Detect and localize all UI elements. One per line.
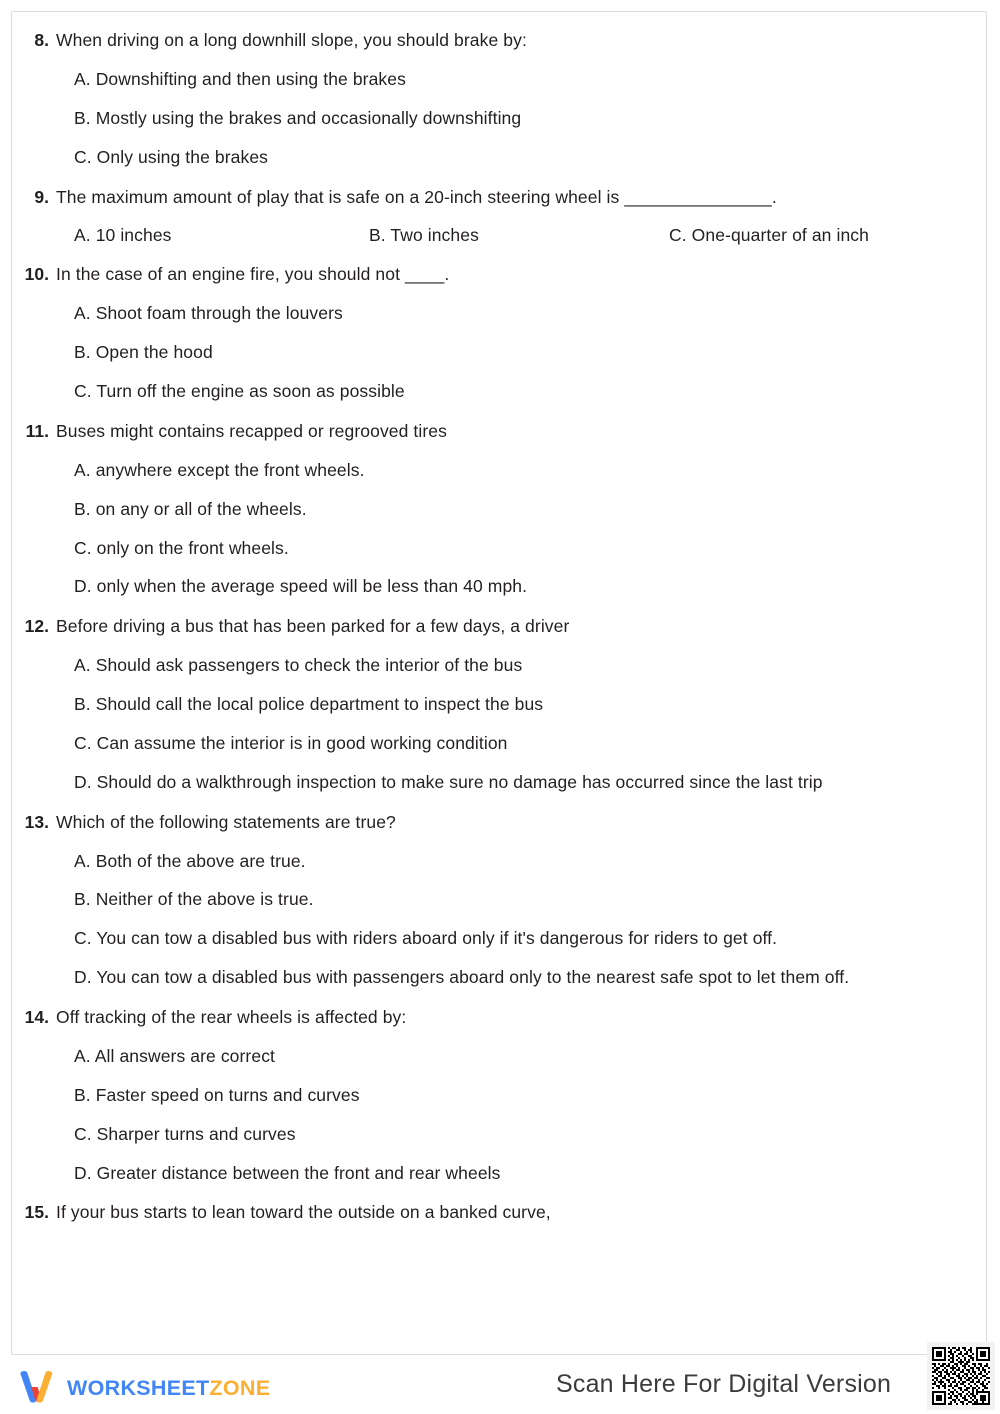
option-item[interactable]: C. Only using the brakes [74, 146, 269, 167]
worksheet-zone-w-logo [16, 1368, 58, 1408]
question-text: Off tracking of the rear wheels is affected by: [56, 1007, 407, 1027]
logo-text-secondary: ZONE [209, 1375, 271, 1400]
worksheet-zone-logo[interactable] [16, 1368, 270, 1408]
scan-here-label: Scan Here For Digital Version [556, 1370, 892, 1398]
logo-text-primary: WORKSHEET [67, 1375, 210, 1400]
option-item[interactable]: A. Should ask passengers to check the interior of the bus [74, 655, 523, 676]
question-block-13 [12, 812, 988, 989]
question-heading [12, 187, 988, 209]
question-heading [12, 1007, 988, 1029]
option-item[interactable]: D. Should do a walkthrough inspection to make sure no damage has occurred since the last trip [74, 771, 823, 792]
option-item[interactable]: B. Mostly using the brakes and occasionally downshifting [74, 107, 522, 128]
question-block-15 [12, 1202, 988, 1224]
question-block-9 [12, 187, 988, 247]
question-heading [12, 264, 988, 286]
question-text: In the case of an engine fire, you should not ____. [56, 264, 450, 285]
option-item[interactable]: C. Can assume the interior is in good working condition [74, 732, 508, 753]
question-number: 15. [24, 1202, 49, 1223]
question-number: 10. [24, 264, 49, 285]
question-text: Which of the following statements are true? [56, 811, 396, 832]
option-item[interactable]: C. One-quarter of an inch [669, 225, 869, 246]
question-number: 9. [34, 186, 49, 207]
option-item[interactable]: C. Sharper turns and curves [74, 1123, 296, 1144]
question-text: Buses might contains recapped or regrooved tires [56, 420, 447, 441]
option-item[interactable]: B. Two inches [369, 225, 479, 246]
questions-container [12, 12, 988, 1242]
qr-code[interactable] [927, 1342, 995, 1410]
option-item[interactable]: C. Turn off the engine as soon as possible [74, 381, 405, 401]
question-number: 13. [24, 811, 49, 832]
option-item[interactable]: A. anywhere except the front wheels. [74, 459, 365, 480]
option-item[interactable]: A. Shoot foam through the louvers [74, 303, 343, 324]
question-heading [12, 30, 988, 52]
question-heading [12, 1202, 988, 1224]
question-block-12 [12, 616, 988, 793]
qr-code-image [932, 1347, 990, 1405]
option-item[interactable]: B. Neither of the above is true. [74, 889, 314, 910]
question-number: 8. [34, 30, 49, 50]
page-footer [0, 1362, 1000, 1414]
question-text: If your bus starts to lean toward the outside on a banked curve, [56, 1202, 551, 1223]
option-item[interactable]: B. Should call the local police department to inspect the bus [74, 694, 544, 714]
question-text: Before driving a bus that has been parked for a few days, a driver [56, 616, 570, 637]
option-item[interactable]: D. You can tow a disabled bus with passengers aboard only to the nearest safe spot to let them off. [74, 967, 850, 988]
question-block-8 [12, 30, 988, 169]
logo-text [67, 1376, 270, 1401]
option-item[interactable]: A. All answers are correct [74, 1045, 276, 1066]
option-item[interactable]: D. Greater distance between the front and rear wheels [74, 1162, 501, 1183]
option-item[interactable]: B. Open the hood [74, 342, 213, 363]
question-block-11 [12, 421, 988, 598]
option-row [74, 225, 988, 246]
option-item[interactable]: C. only on the front wheels. [74, 537, 289, 558]
option-item[interactable]: B. Faster speed on turns and curves [74, 1084, 360, 1105]
option-item[interactable]: A. Downshifting and then using the brakes [74, 68, 406, 89]
question-number: 14. [24, 1007, 49, 1027]
option-item[interactable]: A. Both of the above are true. [74, 850, 306, 871]
option-item[interactable]: D. only when the average speed will be less than 40 mph. [74, 576, 528, 597]
question-heading [12, 812, 988, 834]
question-text: The maximum amount of play that is safe on a 20-inch steering wheel is _______________. [56, 186, 777, 207]
question-block-14 [12, 1007, 988, 1184]
option-item[interactable]: B. on any or all of the wheels. [74, 498, 307, 519]
question-heading [12, 421, 988, 443]
option-item[interactable]: C. You can tow a disabled bus with riders aboard only if it's dangerous for riders to get off. [74, 928, 778, 949]
worksheet-page [11, 11, 987, 1355]
question-heading [12, 616, 988, 638]
question-number: 11. [25, 420, 49, 441]
question-number: 12. [24, 616, 49, 637]
question-block-10 [12, 264, 988, 403]
question-text: When driving on a long downhill slope, you should brake by: [56, 30, 527, 50]
option-item[interactable]: A. 10 inches [74, 225, 172, 246]
